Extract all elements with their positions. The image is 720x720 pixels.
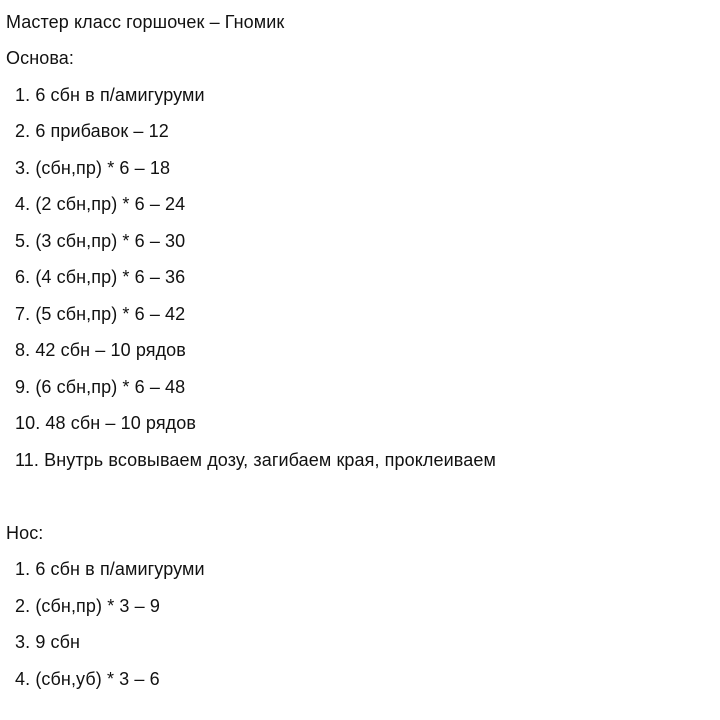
list-item: 6. (4 сбн,пр) * 6 – 36 [15,267,186,287]
list-item: 4. (2 сбн,пр) * 6 – 24 [15,194,186,214]
list-item: 1. 6 сбн в п/амигуруми [15,85,205,105]
list-item: 9. (6 сбн,пр) * 6 – 48 [15,377,186,397]
list-item: 8. 42 сбн – 10 рядов [15,340,186,360]
list-item: 3. 9 сбн [15,632,81,652]
list-item: 2. 6 прибавок – 12 [15,121,169,141]
list-item: 5. (3 сбн,пр) * 6 – 30 [15,231,186,251]
list-item: 2. (сбн,пр) * 3 – 9 [15,596,160,616]
list-item: 1. 6 сбн в п/амигуруми [15,559,205,579]
list-item: 10. 48 сбн – 10 рядов [15,413,197,433]
list-item: 7. (5 сбн,пр) * 6 – 42 [15,304,186,324]
list-item: 3. (сбн,пр) * 6 – 18 [15,158,171,178]
section-heading-osnova: Основа: [6,48,75,68]
document-title: Мастер класс горшочек – Гномик [6,12,285,32]
section-heading-nos: Нос: [6,523,44,543]
list-item: 11. Внутрь всовываем дозу, загибаем края, проклеиваем [15,450,496,470]
list-item: 4. (сбн,уб) * 3 – 6 [15,669,160,689]
